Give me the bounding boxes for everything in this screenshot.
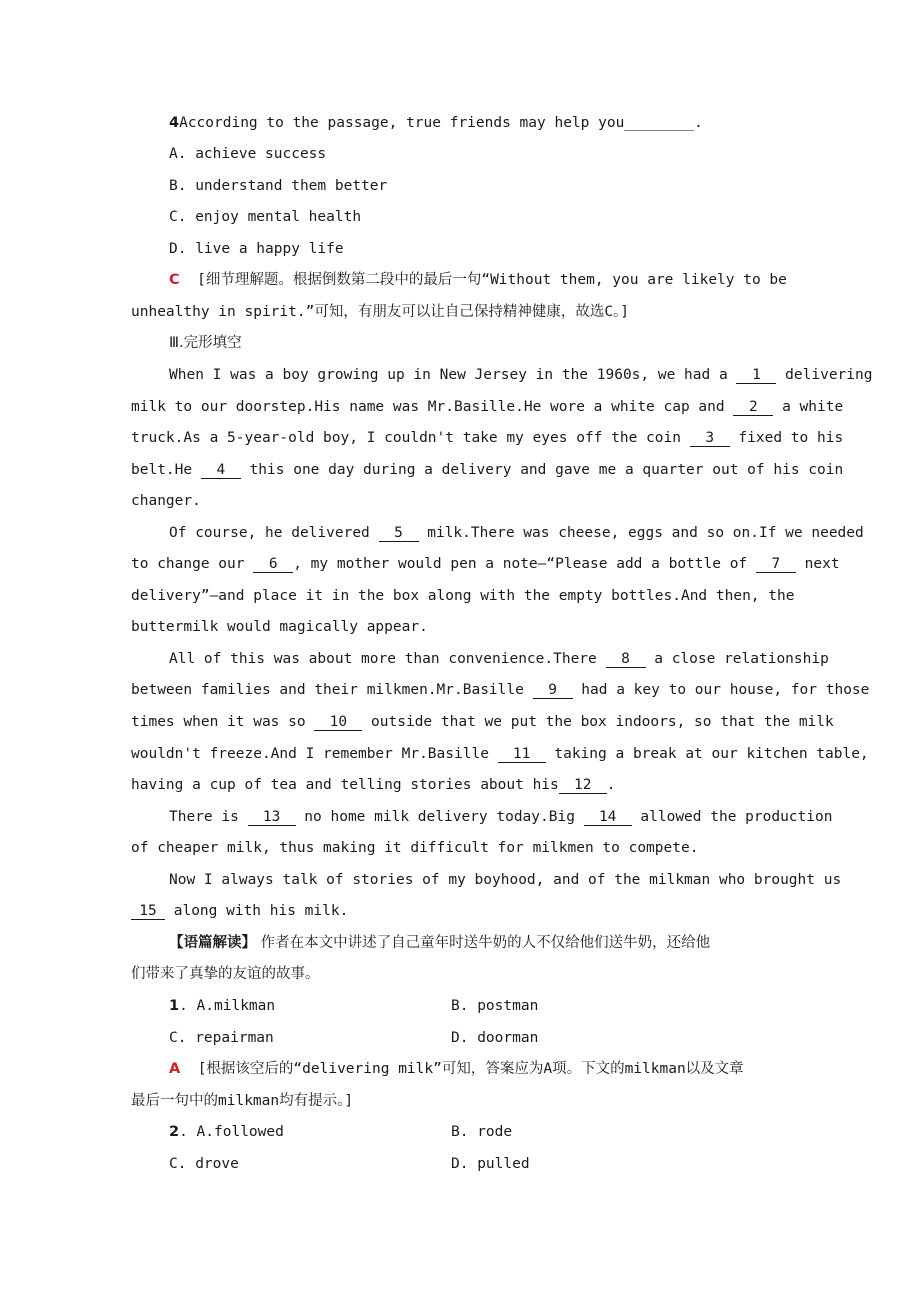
- question-number: 4: [169, 115, 180, 131]
- blank-10: 10: [314, 714, 362, 731]
- section-title: Ⅲ.完形填空: [169, 335, 242, 351]
- analysis-label: 【语篇解读】: [169, 935, 256, 951]
- passage-line: belt.He 4 this one day during a delivery and gave me a quarter out of his coin: [131, 462, 844, 478]
- blank-9: 9: [533, 682, 573, 699]
- blank-8: 8: [606, 651, 646, 668]
- passage-analysis: 【语篇解读】 作者在本文中讲述了自己童年时送牛奶的人不仅给他们送牛奶，还给他: [169, 935, 711, 951]
- question-4-option-a: A. achieve success: [169, 146, 327, 162]
- blank-1: 1: [736, 367, 776, 384]
- question-1-explanation-cont: 最后一句中的milkman均有提示。]: [131, 1093, 354, 1109]
- passage-analysis-cont: 们带来了真挚的友谊的故事。: [131, 966, 320, 982]
- passage-line: buttermilk would magically appear.: [131, 619, 428, 635]
- question-2-option-b: B. rode: [451, 1124, 513, 1140]
- passage-line: milk to our doorstep.His name was Mr.Basille.He wore a white cap and 2 a white: [131, 399, 844, 415]
- answer-letter: A: [169, 1061, 181, 1077]
- question-4-explanation: C [细节理解题。根据倒数第二段中的最后一句“Without them, you are likely to be: [169, 272, 787, 288]
- blank-3: 3: [690, 430, 730, 447]
- question-2-option-c: C. drove: [169, 1156, 239, 1172]
- question-2-option-a: 2. A.followed: [169, 1124, 284, 1140]
- passage-line: There is 13 no home milk delivery today.Big 14 allowed the production: [169, 809, 833, 825]
- passage-line: delivery”—and place it in the box along with the empty bottles.And then, the: [131, 588, 795, 604]
- passage-line: to change our 6 , my mother would pen a note—“Please add a bottle of 7 next: [131, 556, 840, 572]
- question-1-explanation: A [根据该空后的“delivering milk”可知，答案应为A项。下文的milkman以及文章: [169, 1061, 744, 1077]
- question-2-option-d: D. pulled: [451, 1156, 530, 1172]
- blank-2: 2: [733, 399, 773, 416]
- passage-line: 15 along with his milk.: [131, 901, 348, 921]
- blank-14: 14: [584, 809, 632, 826]
- passage-line: Of course, he delivered 5 milk.There was cheese, eggs and so on.If we needed: [169, 525, 864, 541]
- passage-line: having a cup of tea and telling stories about his 12 .: [131, 777, 616, 793]
- question-4-option-c: C. enjoy mental health: [169, 209, 362, 225]
- question-4-option-b: B. understand them better: [169, 178, 388, 194]
- question-4-stem: 4According to the passage, true friends may help you________.: [169, 115, 703, 131]
- passage-line: When I was a boy growing up in New Jersey in the 1960s, we had a 1 delivering: [169, 367, 873, 383]
- passage-line: Now I always talk of stories of my boyhood, and of the milkman who brought us: [169, 872, 842, 888]
- question-number: 1: [169, 998, 180, 1014]
- blank-15: 15: [131, 903, 165, 920]
- passage-line: wouldn't freeze.And I remember Mr.Basille 11 taking a break at our kitchen table,: [131, 746, 869, 762]
- answer-letter: C: [169, 272, 180, 288]
- passage-line: changer.: [131, 493, 201, 509]
- passage-line: times when it was so 10 outside that we put the box indoors, so that the milk: [131, 714, 834, 730]
- blank-7: 7: [756, 556, 796, 573]
- blank-6: 6: [253, 556, 293, 573]
- question-4-option-d: D. live a happy life: [169, 241, 344, 257]
- blank-13: 13: [248, 809, 296, 826]
- blank-5: 5: [379, 525, 419, 542]
- question-4-explanation-cont: unhealthy in spirit.”可知，有朋友可以让自己保持精神健康，故选C。]: [131, 304, 630, 320]
- passage-line: truck.As a 5-year-old boy, I couldn't take my eyes off the coin 3 fixed to his: [131, 430, 844, 446]
- blank-4: 4: [201, 462, 241, 479]
- passage-line: All of this was about more than convenience.There 8 a close relationship: [169, 651, 829, 667]
- question-1-option-b: B. postman: [451, 998, 539, 1014]
- question-number: 2: [169, 1124, 180, 1140]
- blank-12: 12: [559, 777, 607, 794]
- blank-11: 11: [498, 746, 546, 763]
- question-1-option-d: D. doorman: [451, 1030, 539, 1046]
- question-1-option-a: 1. A.milkman: [169, 998, 276, 1014]
- passage-line: of cheaper milk, thus making it difficult for milkmen to compete.: [131, 840, 699, 856]
- question-1-option-c: C. repairman: [169, 1030, 274, 1046]
- passage-line: between families and their milkmen.Mr.Basille 9 had a key to our house, for those: [131, 682, 870, 698]
